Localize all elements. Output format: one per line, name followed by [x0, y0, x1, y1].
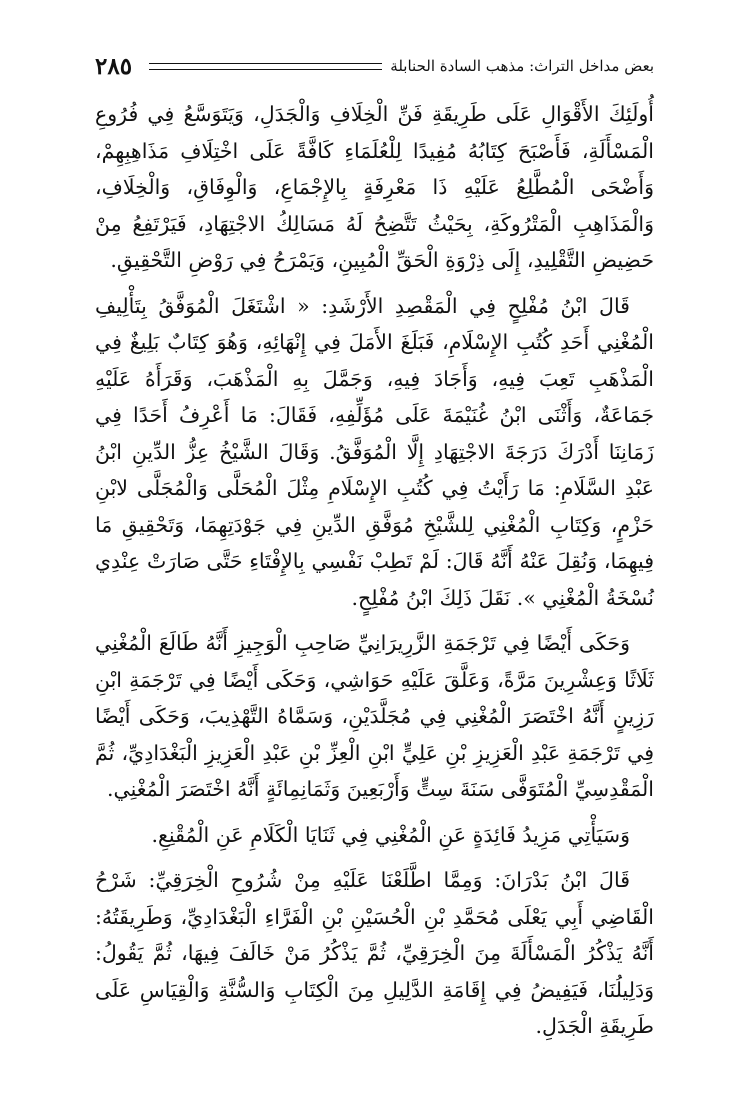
- page-header: [95, 50, 654, 82]
- page-body: [95, 96, 654, 1054]
- running-title: بعض مداخل التراث: مذهب السادة الحنابلة: [390, 57, 654, 75]
- page-number: ٢٨٥: [95, 52, 133, 80]
- paragraph-3: وَحَكَى أَيْضًا فِي تَرْجَمَةِ الزَّرِيرَانِيِّ صَاحِبِ الْوَجِيزِ أَنَّهُ طَالَعَ الْمُغْنِي ثَلَاثًا وَعِشْرِينَ مَرَّةً، وَعَلَّقَ عَلَيْهِ حَوَاشِي، وَحَكَى أَيْضًا فِي تَرْجَمَةِ ابْنِ رَزِينٍ أَنَّهُ اخْتَصَرَ الْمُغْنِي فِي مُجَلَّدَيْنِ، وَسَمَّاهُ التَّهْذِيبَ، وَحَكَى أَيْضًا فِي تَرْجَمَةِ عَبْدِ الْعَزِيزِ بْنِ عَلِيٍّ ابْنِ الْعِزِّ بْنِ عَبْدِ الْعَزِيزِ الْبَغْدَادِيِّ، ثُمَّ الْمَقْدِسِيِّ الْمُتَوَفَّى سَنَةَ سِتٍّ وَأَرْبَعِينَ وَثَمَانِمِائَةٍ أَنَّهُ اخْتَصَرَ الْمُغْنِي.: [95, 631, 654, 801]
- paragraph-4: وَسَيَأْتِي مَزِيدُ فَائِدَةٍ عَنِ الْمُغْنِي فِي ثَنَايَا الْكَلَامِ عَنِ الْمُقْنِعِ.: [151, 822, 630, 847]
- header-rule: [149, 63, 382, 70]
- paragraph-2: قَالَ ابْنُ مُفْلِحٍ فِي الْمَقْصِدِ الأَرْشَدِ: « اشْتَغَلَ الْمُوَفَّقُ بِتَأْلِيفِ الْمُغْنِي أَحَدِ كُتُبِ الإِسْلَامِ، فَبَلَغَ الأَمَلَ فِي إِنْهَائِهِ، وَهُوَ كِتَابٌ بَلِيغٌ فِي الْمَذْهَبِ تَعِبَ فِيهِ، وَأَجَادَ فِيهِ، وَجَمَّلَ بِهِ الْمَذْهَبَ، وَقَرَأَهُ عَلَيْهِ جَمَاعَةٌ، وَأَثْنَى ابْنُ غُنَيْمَةَ عَلَى مُؤَلِّفِهِ، فَقَالَ: مَا أَعْرِفُ أَحَدًا فِي زَمَانِنَا أَدْرَكَ دَرَجَةَ الاجْتِهَادِ إِلَّا الْمُوَفَّقُ. وَقَالَ الشَّيْخُ عِزُّ الدِّينِ ابْنُ عَبْدِ السَّلَامِ: مَا رَأَيْتُ فِي كُتُبِ الإِسْلَامِ مِثْلَ الْمُحَلَّى وَالْمُجَلَّى لابْنِ حَزْمٍ، وَكِتَابِ الْمُغْنِي لِلشَّيْخِ مُوَفَّقِ الدِّينِ فِي جَوْدَتِهِمَا، وَتَحْقِيقِ مَا فِيهِمَا، وَنُقِلَ عَنْهُ أَنَّهُ قَالَ: لَمْ تَطِبْ نَفْسِي بِالإِفْتَاءِ حَتَّى صَارَتْ عِنْدِي نُسْخَةُ الْمُغْنِي ». نَقَلَ ذَلِكَ ابْنُ مُفْلِحٍ.: [95, 293, 654, 610]
- paragraph-1: أُولَئِكَ الأَقْوَالِ عَلَى طَرِيقَةِ فَنِّ الْخِلَافِ وَالْجَدَلِ، وَيَتَوَسَّعُ فِي فُرُوعِ الْمَسْأَلَةِ، فَأَصْبَحَ كِتَابُهُ مُفِيدًا لِلْعُلَمَاءِ كَافَّةً عَلَى اخْتِلَافِ مَذَاهِبِهِمْ، وَأَضْحَى الْمُطَّلِعُ عَلَيْهِ ذَا مَعْرِفَةٍ بِالإِجْمَاعِ، وَالْوِفَاقِ، وَالْخِلَافِ، وَالْمَذَاهِبِ الْمَتْرُوكَةِ، بِحَيْثُ تَتَّضِحُ لَهُ مَسَالِكُ الاجْتِهَادِ، فَيَرْتَفِعُ مِنْ حَضِيضِ التَّقْلِيدِ، إِلَى ذِرْوَةِ الْحَقِّ الْمُبِينِ، وَيَمْرَحُ فِي رَوْضِ التَّحْقِيقِ.: [95, 102, 654, 272]
- paragraph-5: قَالَ ابْنُ بَدْرَانَ: وَمِمَّا اطَّلَعْنَا عَلَيْهِ مِنْ شُرُوحِ الْخِرَقِيِّ: شَرْحُ الْقَاضِي أَبِي يَعْلَى مُحَمَّدِ بْنِ الْحُسَيْنِ بْنِ الْفَرَّاءِ الْبَغْدَادِيِّ، وَطَرِيقَتُهُ: أَنَّهُ يَذْكُرُ الْمَسْأَلَةَ مِنَ الْخِرَقِيِّ، ثُمَّ يَذْكُرُ مَنْ خَالَفَ فِيهَا، ثُمَّ يَقُولُ: وَدَلِيلُنَا، فَيَفِيضُ فِي إِقَامَةِ الدَّلِيلِ مِنَ الْكِتَابِ وَالسُّنَّةِ وَالْقِيَاسِ عَلَى طَرِيقَةِ الْجَدَلِ.: [95, 868, 654, 1038]
